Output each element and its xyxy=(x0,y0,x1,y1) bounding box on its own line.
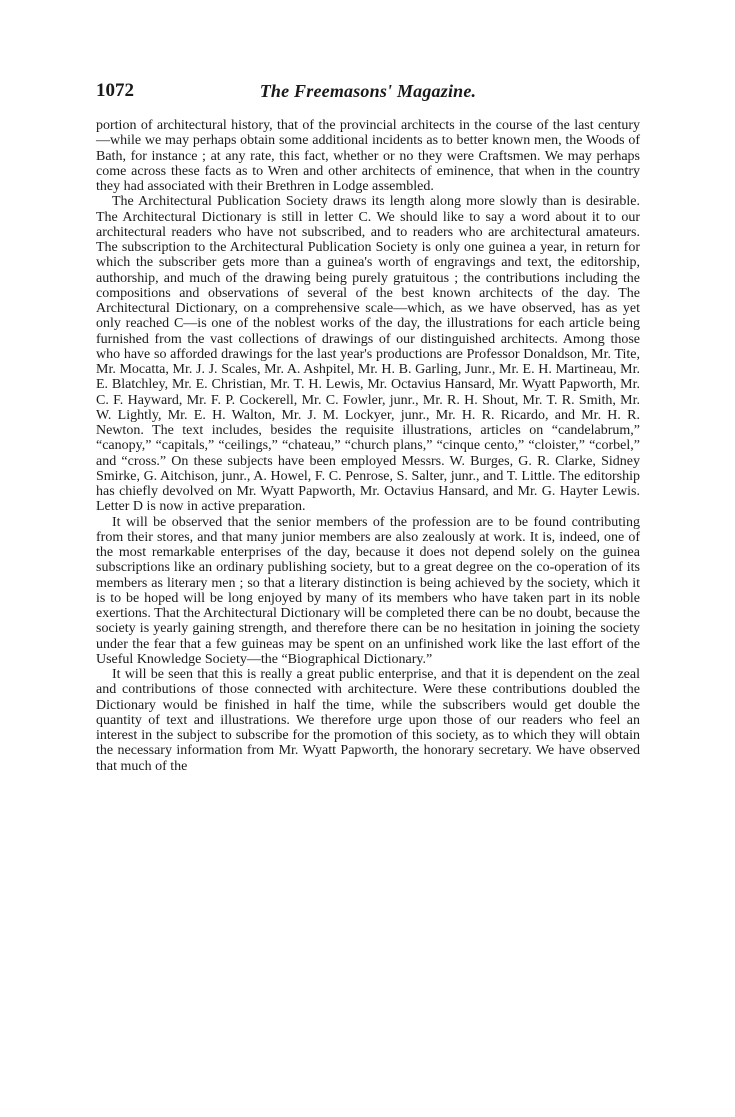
page-header xyxy=(96,80,640,106)
page-number: 1072 xyxy=(96,80,134,101)
paragraph-4: It will be seen that this is really a great public enterprise, and that it is dependent on the zeal and contributions of those connected with architecture. Were these contributions doubled the Dictionary would be finished in half the time, while the subscribers would get double the quantity of text and illustrations. We therefore urge upon those of our readers who feel an interest in the subject to subscribe for the promotion of this society, as to which they will obtain the necessary information from Mr. Wyatt Papworth, the honorary secretary. We have observed that much of the xyxy=(96,667,640,774)
paragraph-3: It will be observed that the senior members of the profession are to be found contributing from their stores, and that many junior members are also zealously at work. It is, indeed, one of the most remarkable enterprises of the day, because it does not depend solely on the guinea subscriptions like an ordinary publishing society, but to a great degree on the co-operation of its members as literary men ; so that a literary distinction is being achieved by the society, which it is to be hoped will be long enjoyed by many of its members who have taken part in its noble exertions. That the Architectural Dictionary will be completed there can be no doubt, because the society is yearly gaining strength, and therefore there can be no hesitation in joining the society under the fear that a few guineas may be spent on an unfinished work like the last effort of the Useful Knowledge Society—the “Biographical Dictionary.” xyxy=(96,514,640,667)
paragraph-1: portion of architectural history, that of the provincial architects in the course of the last century—while we may perhaps obtain some additional incidents as to better known men, the Woods of Bath, for instance ; at any rate, this fact, whether or no they were Craftsmen. We may perhaps come across these facts as to Wren and other architects of eminence, that when in the country they had associated with their Brethren in Lodge assembled. xyxy=(96,118,640,194)
running-title: The Freemasons' Magazine. xyxy=(259,81,477,101)
article-body xyxy=(96,118,640,774)
paragraph-2: The Architectural Publication Society draws its length along more slowly than is desirable. The Architectural Dictionary is still in letter C. We should like to say a word about it to our architectural readers who have not subscribed, and to readers who are architectural amateurs. The subscription to the Architectural Publication Society is only one guinea a year, in return for which the subscriber gets more than a guinea's worth of engravings and text, the editorship, authorship, and much of the drawing being purely gratuitous ; the contributions including the compositions and observations of several of the best known architects of the day. The Architectural Dictionary, on a comprehensive scale—which, as we have observed, has as yet only reached C—is one of the noblest works of the day, the illustrations for each article being furnished from the vast collections of drawings of our distinguished architects. Among those who have so afforded drawings for the last year's productions are Professor Donaldson, Mr. Tite, Mr. Mocatta, Mr. J. J. Scales, Mr. A. Ashpitel, Mr. H. B. Garling, Junr., Mr. E. H. Martineau, Mr. E. Blatchley, Mr. E. Christian, Mr. T. H. Lewis, Mr. Octavius Hansard, Mr. Wyatt Papworth, Mr. C. F. Hayward, Mr. F. P. Cockerell, Mr. C. Fowler, junr., Mr. R. H. Shout, Mr. T. R. Smith, Mr. W. Lightly, Mr. E. H. Walton, Mr. J. M. Lockyer, junr., Mr. H. R. Ricardo, and Mr. H. R. Newton. The text includes, besides the requisite illustrations, articles on “candelabrum,” “canopy,” “capitals,” “ceilings,” “chateau,” “church plans,” “cinque cento,” “cloister,” “corbel,” and “cross.” On these subjects have been employed Messrs. W. Burges, G. R. Clarke, Sidney Smirke, G. Aitchison, junr., A. Howel, F. C. Penrose, S. Salter, junr., and T. Little. The editorship has chiefly devolved on Mr. Wyatt Papworth, Mr. Octavius Hansard, and Mr. G. Hayter Lewis. Letter D is now in active preparation. xyxy=(96,194,640,515)
